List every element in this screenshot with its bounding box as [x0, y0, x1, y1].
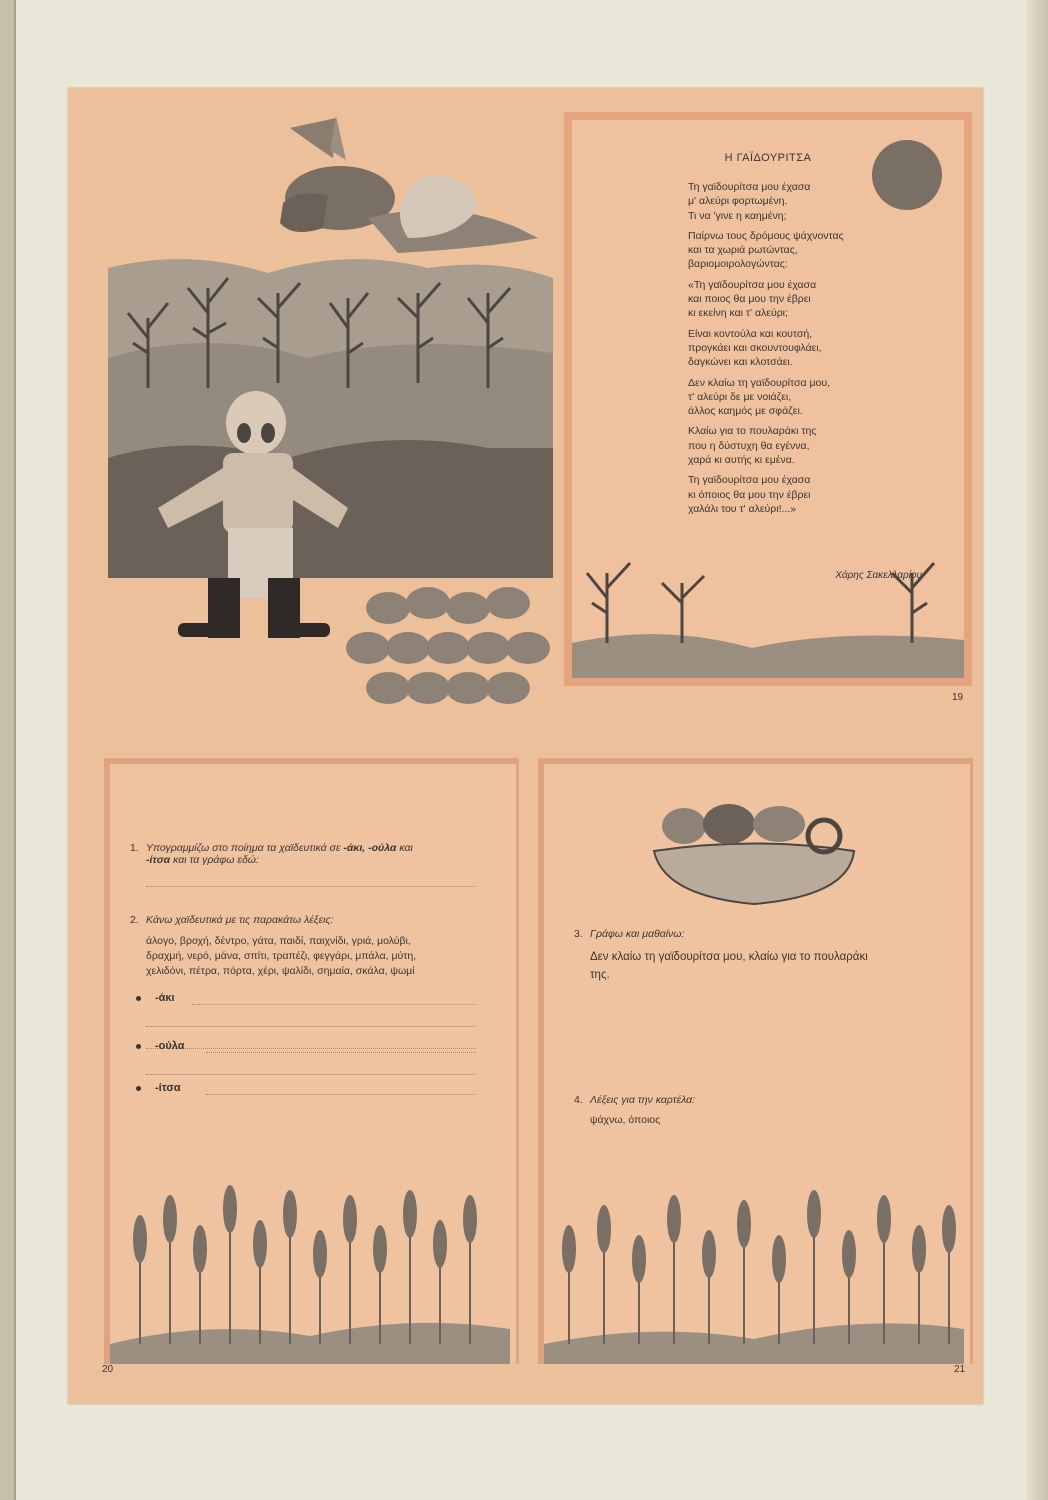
worksheet-right [538, 758, 973, 1364]
poem-line: κι εκείνη και τ' αλεύρι; [688, 307, 788, 320]
exercise-1-text: Υπογραμμίζω στο ποίημα τα χαϊδευτικά σε [146, 842, 344, 854]
poem-stanza [688, 278, 844, 321]
page-number: 19 [952, 692, 964, 703]
exercise-number: 1. [130, 842, 139, 854]
poem-frame [564, 112, 972, 686]
exercise-1-text: και [396, 842, 413, 854]
poem-line: Τη γαϊδουρίτσα μου έχασα [688, 474, 811, 487]
suffix-bullet [136, 1082, 181, 1094]
poem-line: Τη γαϊδουρίτσα μου έχασα [688, 181, 811, 193]
word-list [146, 934, 416, 979]
word-list-line: δραχμή, νερό, μάνα, σπίτι, τραπέζι, φεγγάρι, μπάλα, μύτη, [146, 950, 417, 962]
poem-stanza [688, 229, 844, 272]
sun-illustration [870, 138, 944, 212]
wheat-field-illustration [110, 1144, 510, 1364]
bullet-icon [136, 996, 141, 1001]
poem-line: και τα χωριά ρωτώντας, [688, 244, 798, 257]
poem-title: Η ΓΑΪΔΟΥΡΙΤΣΑ [724, 152, 812, 164]
poem-stanza [688, 376, 844, 419]
suffix-highlight: -άκι, -ούλα [343, 842, 397, 854]
suffix-label: -ούλα [155, 1040, 185, 1052]
exercise-1-text: και τα γράφω εδώ: [170, 854, 259, 866]
page-edge [1026, 0, 1048, 1500]
poem-line: Είναι κοντούλα και κουτσή, [688, 327, 813, 340]
page-number: 20 [102, 1364, 114, 1375]
bullet-icon [136, 1086, 141, 1091]
answer-line [146, 1048, 476, 1049]
suffix-bullet [136, 1040, 185, 1052]
worksheet-left [104, 758, 519, 1364]
poem-line: «Τη γαϊδουρίτσα μου έχασα [688, 278, 817, 291]
poem-stanza [688, 327, 844, 370]
poem-line: άλλος καημός με σφάζει. [688, 405, 803, 418]
exercise-1-instruction [146, 842, 496, 866]
copy-sentence-line: Δεν κλαίω τη γαϊδουρίτσα μου, κλαίω για το πουλαράκι [590, 951, 868, 963]
poem-line: Κλαίω για το πουλαράκι της [688, 425, 817, 438]
farmer-donkey-illustration [68, 88, 558, 718]
donkey-illustration [280, 116, 538, 253]
poem-panel [572, 120, 964, 678]
copy-sentence-line: της. [590, 969, 610, 981]
bullet-icon [136, 1044, 141, 1049]
poem-body [688, 180, 844, 522]
poem-author: Χάρης Σακελλαρίου [835, 570, 922, 581]
poem-stanza [688, 473, 844, 516]
word-list-line: άλογο, βροχή, δέντρο, γάτα, παιδί, παιχνίδι, γριά, μολύβι, [146, 935, 411, 947]
poem-line: κι όποιος θα μου την έβρει [688, 488, 811, 501]
leaf-cluster [346, 587, 550, 704]
answer-line [192, 1004, 476, 1005]
exercise-4-instruction: Λέξεις για την καρτέλα: [590, 1094, 696, 1106]
poem-landscape-illustration [572, 548, 964, 678]
word-list-line: χελιδόνι, πέτρα, πόρτα, χέρι, ψαλίδι, σημαία, σκάλα, ψωμί [146, 965, 415, 977]
suffix-bullet [136, 992, 175, 1004]
suffix-highlight: -ίτσα [146, 854, 171, 866]
poem-line: χαρά κι αυτής κι εμένα. [688, 454, 795, 467]
wheat-field-illustration [544, 1144, 964, 1364]
poem-line: που η δύστυχη θα εγέννα, [688, 439, 810, 452]
poem-line: μ' αλεύρι φορτωμένη. [688, 195, 788, 208]
poem-line: προγκάει και σκουντουφλάει, [688, 341, 822, 354]
poem-stanza [688, 424, 844, 467]
book-page [68, 88, 983, 1404]
poem-line: και ποιος θα μου την έβρει [688, 293, 811, 306]
poem-line: τ' αλεύρι δε με νοιάζει, [688, 390, 792, 403]
suffix-label: -άκι [155, 992, 175, 1004]
answer-line [146, 886, 476, 887]
poem-line: Παίρνω τους δρόμους ψάχνοντας [688, 229, 844, 242]
answer-line [206, 1094, 476, 1095]
copy-sentence [590, 948, 868, 984]
answer-line [146, 1074, 476, 1075]
page-number: 21 [954, 1364, 966, 1375]
binder-edge [0, 0, 16, 1500]
poem-line: Δεν κλαίω τη γαϊδουρίτσα μου, [688, 376, 831, 389]
vocabulary-words: ψάχνω, όποιος [590, 1114, 661, 1126]
poem-line: χαλάλι του τ' αλεύρι!...» [688, 502, 797, 515]
poem-line: δαγκώνει και κλοτσάει. [688, 356, 793, 369]
exercise-number: 4. [574, 1094, 583, 1106]
exercise-number: 3. [574, 928, 583, 940]
exercise-number: 2. [130, 914, 139, 926]
suffix-label: -ίτσα [155, 1082, 181, 1094]
exercise-3-instruction: Γράφω και μαθαίνω: [590, 928, 685, 940]
answer-line [206, 1052, 476, 1053]
poem-line: βαριομοιρολογώντας: [688, 258, 788, 271]
poem-line: Τι να 'γινε η καημένη; [688, 209, 787, 222]
exercise-2-instruction: Κάνω χαϊδευτικά με τις παρακάτω λέξεις: [146, 914, 334, 926]
answer-line [146, 1026, 476, 1027]
poem-stanza [688, 180, 844, 223]
bread-basket-illustration [634, 796, 874, 906]
